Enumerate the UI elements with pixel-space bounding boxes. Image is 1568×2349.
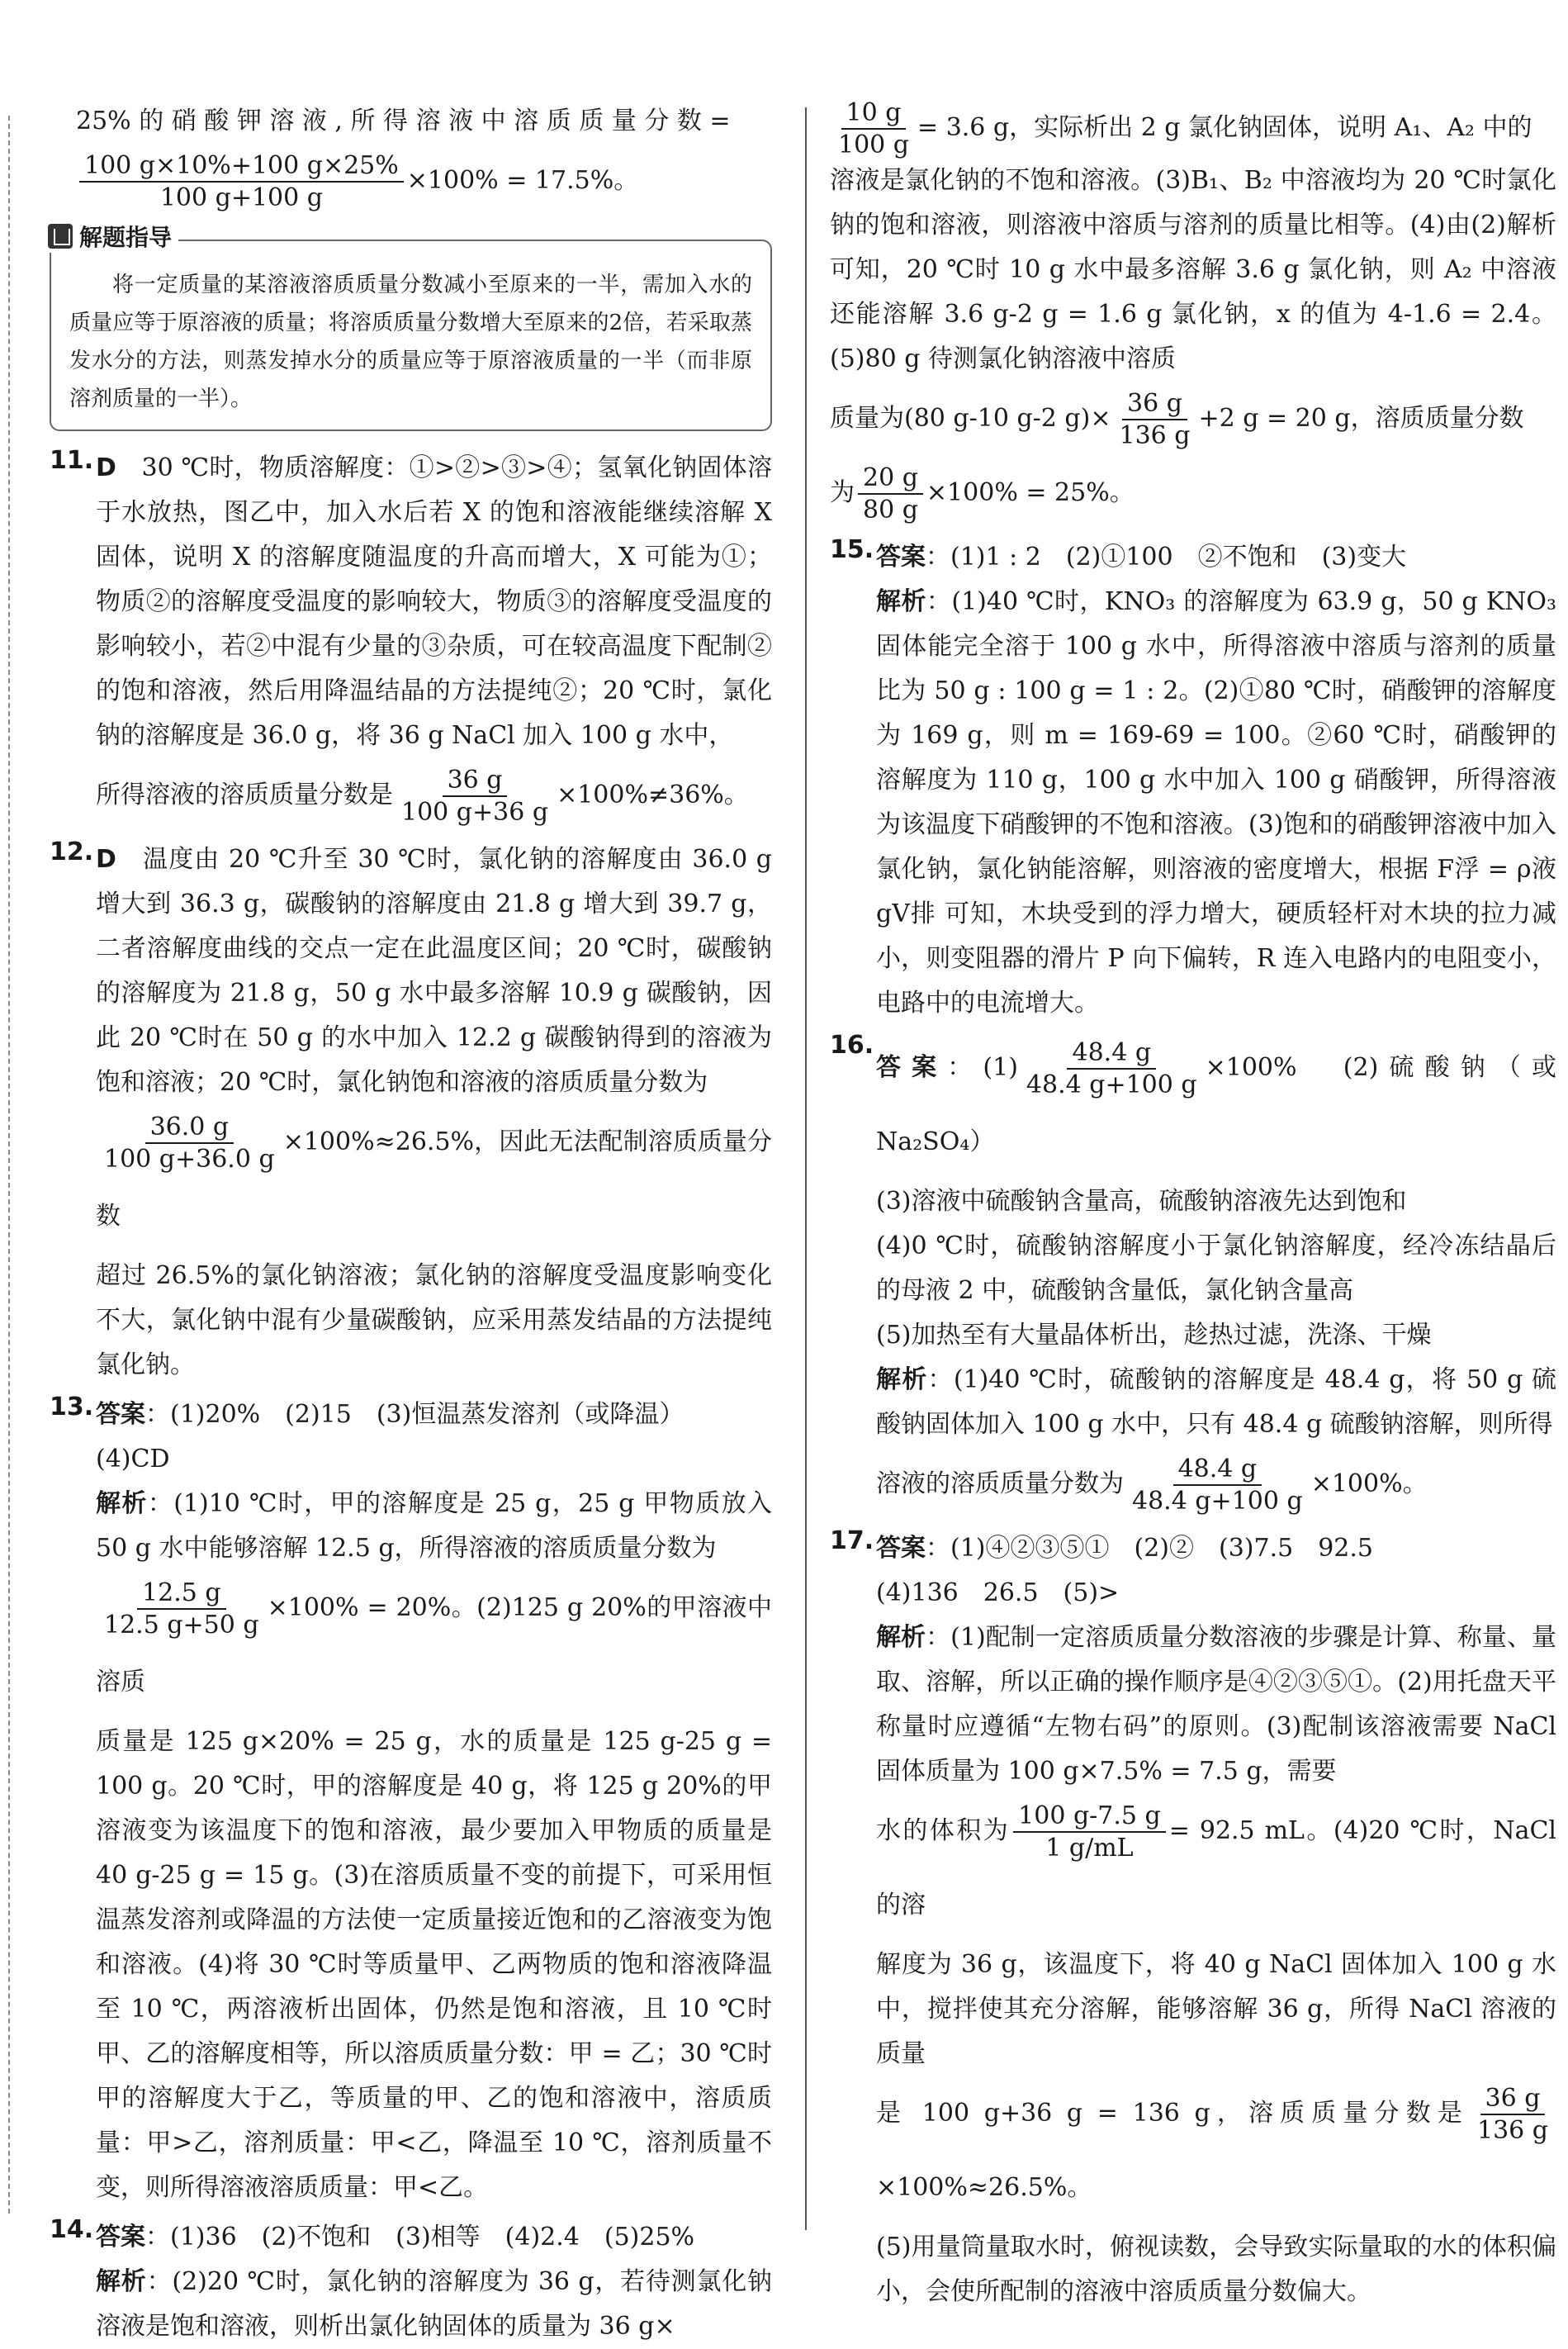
question-number: 14. bbox=[50, 2215, 94, 2244]
question-17 bbox=[830, 1526, 1556, 2314]
answer-text: (4)0 ℃时，硫酸钠溶解度小于氯化钠溶解度，经冷冻结晶后的母液 2 中，硫酸钠含量低，氯化钠含量高 bbox=[876, 1231, 1556, 1305]
answer-text: (4)136 26.5 (5)> bbox=[876, 1578, 1120, 1607]
fraction: $\frac{48.4 g}{48.4 g+100 g}$ bbox=[1026, 1038, 1197, 1099]
question-11 bbox=[50, 446, 772, 833]
tip-title: 解题指导 bbox=[79, 224, 173, 251]
fraction: $\frac{36.0 g}{100 g+36.0 g}$ bbox=[104, 1113, 275, 1174]
analysis-text: ：(1)40 ℃时，硫酸钠的溶解度是 48.4 g，将 50 g 硫酸钠固体加入 100 g 水中，只有 48.4 g 硫酸钠溶解，则所得 bbox=[876, 1365, 1557, 1439]
analysis-label: 解析 bbox=[96, 1489, 148, 1518]
column-divider bbox=[805, 107, 807, 2230]
answer-label: 答案 bbox=[876, 543, 926, 572]
analysis-text: ：(1)10 ℃时，甲的溶解度是 25 g，25 g 甲物质放入 50 g 水中能够溶解 12.5 g，所得溶液的溶质质量分数为 bbox=[96, 1489, 772, 1563]
fraction: $\frac{36 g}{136 g}$ bbox=[1476, 2084, 1548, 2145]
tip-body: 将一定质量的某溶液溶质质量分数减小至原来的一半，需加入水的质量应等于原溶液的质量；将溶质质量分数增大至原来的2倍，若采取蒸发水分的方法，则蒸发掉水分的质量应等于原溶液质量的一半（而非原溶剂质量的一半）。 bbox=[69, 273, 752, 411]
question-number: 16. bbox=[830, 1031, 874, 1060]
question-number: 11. bbox=[50, 446, 94, 475]
fraction: $\frac{48.4 g}{48.4 g+100 g}$ bbox=[1132, 1454, 1303, 1516]
answer-label: 答案 bbox=[96, 2223, 145, 2252]
answer-text: (4)CD bbox=[96, 1445, 170, 1473]
question-14 bbox=[50, 2215, 772, 2349]
fraction: $\frac{36 g}{100 g+36 g}$ bbox=[401, 766, 549, 827]
analysis-text: 30 ℃时，物质溶解度：①>②>③>④；氢氧化钠固体溶于水放热，图乙中，加入水后若 X 的饱和溶液能继续溶解 X 固体，说明 X 的溶解度随温度的升高而增大，X 可能为①；物质②的溶解度受温度的影响较大，物质③的溶解度受温度的影响较小，若②中混有少量的③杂质，可在较高温度下配制②的饱和溶液，然后用降温结晶的方法提纯②；20 ℃时，氯化钠的溶解度是 36.0 g，将 36 g NaCl 加入 100 g 水中， bbox=[96, 453, 772, 750]
answer-text: (5)加热至有大量晶体析出，趁热过滤，洗涤、干燥 bbox=[876, 1321, 1432, 1350]
analysis-text: 超过 26.5%的氯化钠溶液；氯化钠的溶解度受温度影响变化不大，氯化钠中混有少量碳酸钠，应采用蒸发结晶的方法提纯氯化钠。 bbox=[96, 1261, 772, 1379]
question-15 bbox=[830, 535, 1556, 1026]
question-number: 12. bbox=[50, 838, 94, 866]
fraction: $\frac{10 g}{100 g}$ bbox=[838, 98, 910, 159]
answer-letter: D bbox=[96, 453, 116, 482]
analysis-label: 解析 bbox=[876, 1365, 928, 1394]
analysis-label: 解析 bbox=[96, 2267, 147, 2296]
fraction: $\frac{12.5 g}{12.5 g+50 g}$ bbox=[104, 1578, 259, 1640]
answer-text: (3)溶液中硫酸钠含量高，硫酸钠溶液先达到饱和 bbox=[876, 1187, 1407, 1216]
analysis-text: 质量是 125 g×20% = 25 g，水的质量是 125 g-25 g = 100 g。20 ℃时，甲的溶解度是 40 g，将 125 g 20%的甲溶液变为该温度下的饱和溶液，最少要加入甲物质的质量是 40 g-25 g = 15 g。(3)在溶质质量不变的前提下，可采用恒温蒸发溶剂或降温的方法使一定质量接近饱和的乙溶液变为饱和溶液。(4)将 30 ℃时等质量甲、乙两物质的饱和溶液降温至 10 ℃，两溶液析出固体，仍然是饱和溶液，且 10 ℃时甲、乙的溶解度相等，所以溶质质量分数：甲 = 乙；30 ℃时甲的溶解度大于乙，等质量的甲、乙的饱和溶液中，溶质质量：甲>乙，溶剂质量：甲<乙，降温至 10 ℃，溶剂质量不变，则所得溶液溶质质量：甲<乙。 bbox=[96, 1727, 772, 2202]
formula-line: 质量为(80 g-10 g-2 g)× $\frac{36 g}{136 g}$ +2 g = 20 g，溶质质量分数 bbox=[830, 389, 1524, 450]
question-number: 17. bbox=[830, 1526, 874, 1555]
answer-text: ：(1)36 (2)不饱和 (3)相等 (4)2.4 (5)25% bbox=[145, 2223, 695, 2252]
formula-line: 为 $\frac{20 g}{80 g}$ ×100% = 25%。 bbox=[830, 463, 1135, 524]
answer-text: ：(1)④②③⑤① (2)② (3)7.5 92.5 bbox=[926, 1534, 1373, 1563]
answer-label: 答案 bbox=[876, 1053, 948, 1082]
question-13 bbox=[50, 1393, 772, 2210]
analysis-text: 溶液是氯化钠的不饱和溶液。(3)B₁、B₂ 中溶液均为 20 ℃时氯化钠的饱和溶液，则溶液中溶质与溶剂的质量比相等。(4)由(2)解析可知，20 ℃时 10 g 水中最多溶解 3.6 g 氯化钠，则 A₂ 中溶液还能溶解 3.6 g-2 g = 1.6 g 氯化钠，x 的值为 4-1.6 = 2.4。(5)80 g 待测氯化钠溶液中溶质 bbox=[830, 166, 1556, 373]
formula-line: $\frac{36.0 g}{100 g+36.0 g}$ ×100%≈26.5%，因此无法配制溶质质量分数 bbox=[96, 1113, 772, 1231]
intro-formula: $\frac{100 g\times 10\%+100 g\times 25\%}{100 g+100 g}$ ×100% = 17.5%。 bbox=[50, 144, 772, 218]
analysis-label: 解析 bbox=[876, 587, 926, 616]
formula-line: $\frac{10 g}{100 g}$ = 3.6 g，实际析出 2 g 氯化钠固体，说明 A₁、A₂ 中的 bbox=[830, 99, 1556, 159]
question-14-continued bbox=[830, 99, 1556, 530]
right-column bbox=[830, 99, 1556, 2314]
analysis-label: 解析 bbox=[876, 1623, 926, 1652]
answer-letter: D bbox=[96, 845, 116, 874]
left-column bbox=[50, 99, 772, 2349]
fraction: $\frac{100 g\times 10\%+100 g\times 25\%}{100 g+100 g}$ bbox=[79, 152, 404, 211]
answer-label: 答案 bbox=[876, 1534, 926, 1563]
cut-line bbox=[8, 116, 10, 2214]
question-12 bbox=[50, 838, 772, 1388]
answer-text: ：(1)20% (2)15 (3)恒温蒸发溶剂（或降温） bbox=[145, 1400, 685, 1429]
analysis-text: ：(2)20 ℃时，氯化钠的溶解度为 36 g，若待测氯化钠溶液是饱和溶液，则析出氯化钠固体的质量为 36 g× bbox=[96, 2267, 773, 2341]
analysis-text: (5)用量筒量取水时，俯视读数，会导致实际量取的水的体积偏小，会使所配制的溶液中溶质质量分数偏大。 bbox=[876, 2233, 1556, 2306]
answer-text: ：(1)1 : 2 (2)①100 ②不饱和 (3)变大 bbox=[926, 543, 1407, 572]
formula-line: 溶液的溶质质量分数为 $\frac{48.4 g}{48.4 g+100 g}$ ×100%。 bbox=[876, 1454, 1428, 1516]
formula-line: 所得溶液的溶质质量分数是 $\frac{36 g}{100 g+36 g}$ ×100%≠36%。 bbox=[96, 766, 749, 827]
analysis-text: 温度由 20 ℃升至 30 ℃时，氯化钠的溶解度由 36.0 g 增大到 36.3 g，碳酸钠的溶解度由 21.8 g 增大到 39.7 g，二者溶解度曲线的交点一定在此温度区间；20 ℃时，碳酸钠的溶解度为 21.8 g，50 g 水中最多溶解 10.9 g 碳酸钠，因此 20 ℃时在 50 g 的水中加入 12.2 g 碳酸钠得到的溶液为饱和溶液；20 ℃时，氯化钠饱和溶液的溶质质量分数为 bbox=[96, 845, 773, 1097]
analysis-text: ：(1)配制一定溶质质量分数溶液的步骤是计算、称量、量取、溶解，所以正确的操作顺序是④②③⑤①。(2)用托盘天平称量时应遵循“左物右码”的原则。(3)配制该溶液需要 NaCl 固体质量为 100 g×7.5% = 7.5 g，需要 bbox=[876, 1623, 1557, 1786]
formula-line: 水的体积为 $\frac{100 g-7.5 g}{1 g/mL}$ = 92.5 mL。(4)20 ℃时，NaCl 的溶 bbox=[876, 1801, 1557, 1920]
question-number: 15. bbox=[830, 535, 874, 564]
fraction: $\frac{100 g-7.5 g}{1 g/mL}$ bbox=[1013, 1802, 1166, 1862]
question-16: 16. 答案：(1) $\frac{48.4 g}{48.4 g+100 g}$ ×100% (2)硫酸钠（或 Na₂SO₄） (3)溶液中硫酸钠含量高，硫酸钠溶液先达到饱和 (4)0 ℃时，硫酸钠溶解度小于氯化钠溶解度，经冷冻结晶后的母液 2 中，硫酸钠含量低，氯化钠含量高 (5)加热至有大量晶体析出，趁热过滤，洗涤、干燥 解析：(1)40 ℃时，硫酸钠的溶解度是 48.4 g，将 50 g 硫酸钠固体加入 100 g 水中，只有 48.4 g 硫酸钠溶解，则所得 溶液的溶质质量分数为 $\frac{48.4 g}{48.4 g+100 g}$ ×100%。 bbox=[830, 1031, 1556, 1521]
fraction: $\frac{36 g}{136 g}$ bbox=[1119, 389, 1191, 450]
formula-line: 是 100 g+36 g = 136 g，溶质质量分数是 $\frac{36 g}{136 g}$ ×100%≈26.5%。 bbox=[876, 2076, 1556, 2225]
question-number: 13. bbox=[50, 1393, 94, 1421]
formula-line: $\frac{12.5 g}{12.5 g+50 g}$ ×100% = 20%。(2)125 g 20%的甲溶液中溶质 bbox=[96, 1578, 772, 1696]
fraction: $\frac{20 g}{80 g}$ bbox=[858, 464, 923, 524]
intro-line: 25% 的 硝 酸 钾 溶 液 , 所 得 溶 液 中 溶 质 质 量 分 数 = bbox=[76, 107, 731, 135]
tip-header bbox=[48, 220, 178, 253]
analysis-text: 解度为 36 g，该温度下，将 40 g NaCl 固体加入 100 g 水中，搅拌使其充分溶解，能够溶解 36 g，所得 NaCl 溶液的质量 bbox=[876, 1950, 1556, 2068]
tip-box bbox=[50, 224, 772, 431]
analysis-text: ：(1)40 ℃时，KNO₃ 的溶解度为 63.9 g，50 g KNO₃ 固体能完全溶于 100 g 水中，所得溶液中溶质与溶剂的质量比为 50 g : 100 g = 1 : 2。(2)①80 ℃时，硝酸钾的溶解度为 169 g，则 m = 169-69 = 100。②60 ℃时，硝酸钾的溶解度为 110 g，100 g 水中加入 100 g 硝酸钾，所得溶液为该温度下硝酸钾的不饱和溶液。(3)饱和的硝酸钾溶液中加入氯化钠，氯化钠能溶解，则溶液的密度增大，根据 F浮 = ρ液 gV排 可知，木块受到的浮力增大，硬质轻杆对木块的拉力减小，则变阻器的滑片 P 向下偏转，R 连入电路内的电阻变小，电路中的电流增大。 bbox=[876, 587, 1556, 1018]
answer-label: 答案 bbox=[96, 1400, 145, 1429]
book-icon bbox=[48, 224, 73, 249]
